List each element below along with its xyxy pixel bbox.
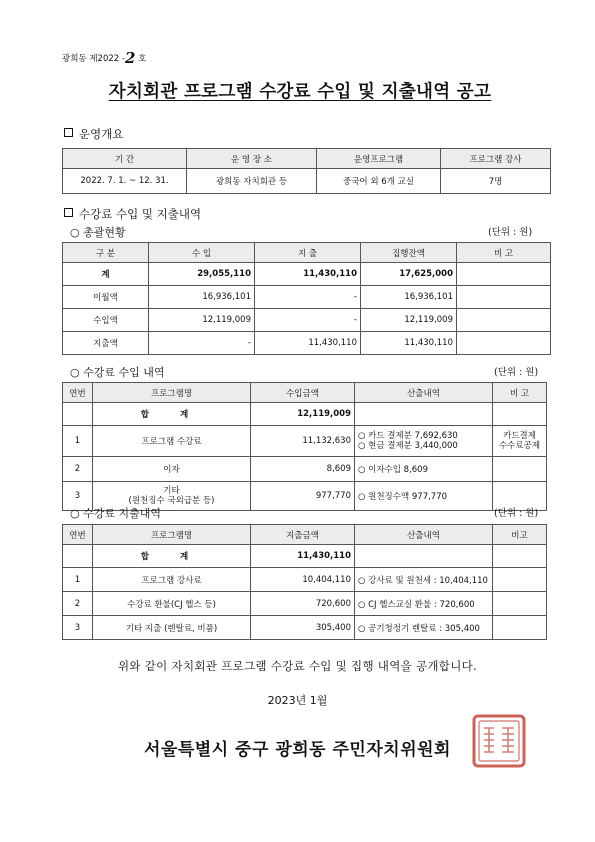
col-header: 수 입 [149, 243, 255, 263]
table-row [63, 332, 551, 355]
table-row [63, 592, 547, 616]
program-name: 프로그램 수강료 [93, 426, 251, 457]
doc-number-prefix: 광희동 제2022 - [62, 54, 125, 64]
table-header-row [63, 243, 551, 263]
total-label: 합 계 [93, 403, 251, 426]
row-label: 계 [63, 263, 149, 286]
table-row [63, 169, 551, 194]
program-name: 수강료 환불(CJ 헬스 등) [93, 592, 251, 616]
summary-heading-text: 총괄현황 [83, 226, 126, 239]
circle-bullet-icon: ○ [70, 366, 80, 379]
cell-note [457, 309, 551, 332]
income-detail-table [62, 382, 547, 511]
document-number [62, 49, 146, 67]
program-name: 프로그램 강사료 [93, 568, 251, 592]
issue-date: 2023년 1월 [267, 694, 328, 707]
program-name: 이자 [93, 457, 251, 482]
col-header: 수입금액 [251, 383, 355, 403]
cell-period: 2022. 7. 1. ~ 12. 31. [63, 169, 187, 194]
income-expense-heading-text: 수강료 수입 및 지출내역 [79, 207, 202, 221]
note [493, 426, 547, 457]
square-bullet-icon [64, 208, 73, 217]
table-header-row [63, 383, 547, 403]
circle-bullet-icon: ○ [70, 226, 80, 239]
col-header: 프로그램명 [93, 525, 251, 545]
col-header: 집행잔액 [361, 243, 457, 263]
col-header: 연번 [63, 525, 93, 545]
program-name: 기타 지출 (렌탈료, 비품) [93, 616, 251, 640]
row-number: 3 [63, 616, 93, 640]
cell-note [457, 286, 551, 309]
table-row [63, 263, 551, 286]
calc-detail: ○ 공기청정기 렌탈료 : 305,400 [355, 616, 493, 640]
expense-detail-table [62, 524, 547, 640]
unit-label: (단위 : 원) [494, 508, 539, 519]
income-detail-heading-text: 수강료 수입 내역 [83, 366, 165, 379]
calc-line: ○ 카드 결제분 7,692,630 [358, 431, 458, 441]
income-amount: 11,132,630 [251, 426, 355, 457]
cell-note [457, 332, 551, 355]
cell-expense: - [255, 309, 361, 332]
table-row [63, 457, 547, 482]
row-number: 1 [63, 426, 93, 457]
table-row [63, 616, 547, 640]
cell-location: 광희동 자치회관 등 [187, 169, 317, 194]
expense-detail-heading [70, 505, 161, 521]
col-header: 구 분 [63, 243, 149, 263]
organization-name: 서울특별시 중구 광희동 주민자치위원회 [144, 740, 451, 760]
table-row [63, 568, 547, 592]
income-expense-heading [64, 206, 201, 222]
summary-heading [70, 224, 126, 240]
col-header: 비 고 [493, 383, 547, 403]
row-label: 이월액 [63, 286, 149, 309]
total-amount: 11,430,110 [251, 545, 355, 568]
cell-income: - [149, 332, 255, 355]
square-bullet-icon [64, 128, 73, 137]
cell-balance: 11,430,110 [361, 332, 457, 355]
calc-detail: ○ 이자수입 8,609 [355, 457, 493, 482]
col-header: 운 영 장 소 [187, 149, 317, 169]
cell-income: 12,119,009 [149, 309, 255, 332]
cell-note [457, 263, 551, 286]
table-row [63, 286, 551, 309]
total-row [63, 403, 547, 426]
income-amount: 977,770 [251, 482, 355, 511]
total-label: 합 계 [93, 545, 251, 568]
expense-amount: 305,400 [251, 616, 355, 640]
col-header: 산출내역 [355, 525, 493, 545]
col-header: 프로그램 강사 [441, 149, 551, 169]
col-header: 지 출 [255, 243, 361, 263]
income-detail-heading [70, 364, 164, 380]
note-line: 수수료공제 [498, 441, 541, 451]
table-header-row [63, 149, 551, 169]
row-label: 지출액 [63, 332, 149, 355]
row-number: 2 [63, 592, 93, 616]
cell-income: 29,055,110 [149, 263, 255, 286]
summary-table [62, 242, 551, 355]
doc-number-handwritten: 2 [124, 49, 136, 67]
program-name-line: (원천징수 국외급분 등) [128, 496, 215, 506]
table-row [63, 309, 551, 332]
expense-amount: 10,404,110 [251, 568, 355, 592]
income-amount: 8,609 [251, 457, 355, 482]
cell-balance: 16,936,101 [361, 286, 457, 309]
note-line: 카드결제 [503, 431, 536, 441]
overview-heading-text: 운영개요 [79, 127, 124, 141]
cell-balance: 17,625,000 [361, 263, 457, 286]
program-name-line: 기타 [163, 486, 180, 496]
cell-instructors: 7명 [441, 169, 551, 194]
unit-label: (단위 : 원) [494, 367, 539, 378]
calc-line: ○ 현금 결제분 3,440,000 [358, 441, 458, 451]
doc-number-suffix: 호 [135, 54, 147, 64]
cell-expense: - [255, 286, 361, 309]
col-header: 연번 [63, 383, 93, 403]
unit-label: (단위 : 원) [488, 227, 533, 238]
row-number: 3 [63, 482, 93, 511]
total-row [63, 545, 547, 568]
col-header: 비고 [493, 525, 547, 545]
cell-expense: 11,430,110 [255, 332, 361, 355]
expense-detail-heading-text: 수강료 지출내역 [83, 507, 161, 520]
overview-heading [64, 126, 123, 142]
expense-amount: 720,600 [251, 592, 355, 616]
table-header-row [63, 525, 547, 545]
cell-balance: 12,119,009 [361, 309, 457, 332]
col-header: 운영프로그램 [317, 149, 441, 169]
calc-detail [355, 426, 493, 457]
disclosure-statement: 위와 같이 자치회관 프로그램 수강료 수입 및 집행 내역을 공개합니다. [117, 659, 477, 673]
col-header: 비 고 [457, 243, 551, 263]
col-header: 지출금액 [251, 525, 355, 545]
row-label: 수입액 [63, 309, 149, 332]
calc-detail: ○ CJ 헬스교실 환불 : 720,600 [355, 592, 493, 616]
calc-detail: ○ 원천징수액 977,770 [355, 482, 493, 511]
total-amount: 12,119,009 [251, 403, 355, 426]
col-header: 기 간 [63, 149, 187, 169]
cell-income: 16,936,101 [149, 286, 255, 309]
col-header: 프로그램명 [93, 383, 251, 403]
row-number: 1 [63, 568, 93, 592]
page-title: 자치회관 프로그램 수강료 수입 및 지출내역 공고 [108, 82, 492, 102]
overview-table [62, 148, 551, 194]
circle-bullet-icon: ○ [70, 507, 80, 520]
calc-detail: ○ 강사료 및 원천세 : 10,404,110 [355, 568, 493, 592]
cell-program: 중국어 외 6개 교실 [317, 169, 441, 194]
cell-expense: 11,430,110 [255, 263, 361, 286]
table-row [63, 426, 547, 457]
official-seal-icon [470, 712, 528, 770]
col-header: 산출내역 [355, 383, 493, 403]
row-number: 2 [63, 457, 93, 482]
